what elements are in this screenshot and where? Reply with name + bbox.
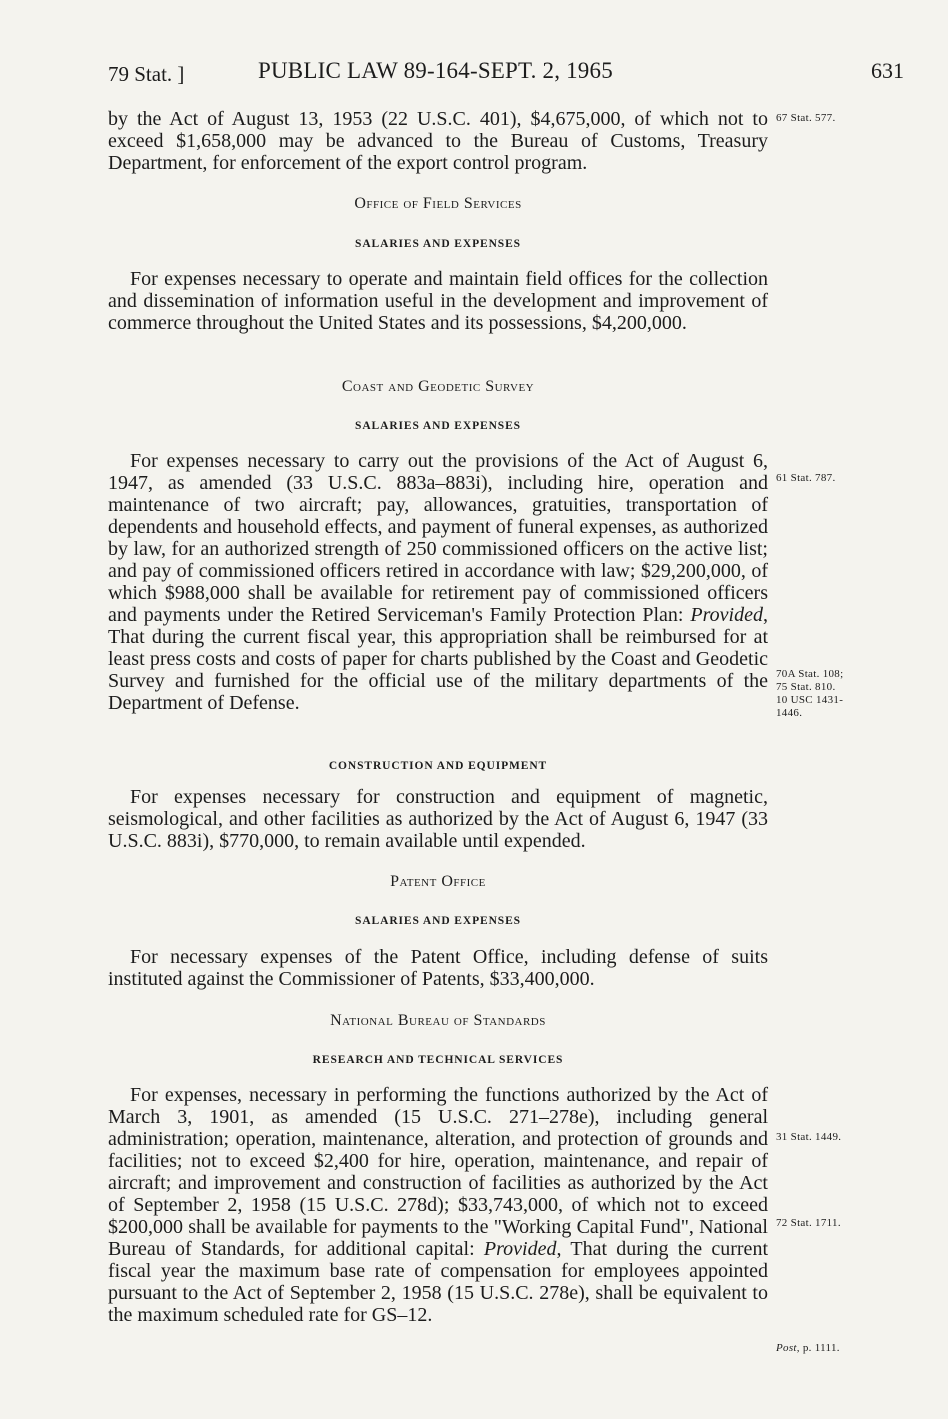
margin-note-post [776,1342,906,1355]
heading-patent-office: Patent Office [390,873,486,890]
heading-office-of-field-services: Office of Field Services [354,195,522,212]
margin-note-line: 70A Stat. 108; [776,668,844,680]
paragraph-text-part: , That during the current fiscal year the maximum base rate of compensation for employees appointed pursuant to the Act of September 2, 1958 (15 U.S.C. 278e), shall be equivalent to the maximum scheduled rate for GS–12. [108,1238,768,1326]
paragraph-text: For necessary expenses of the Patent Office, including defense of suits instituted against the Commissioner of Patents, $33,400,000. [108,946,768,990]
header-stat-volume: 79 Stat. ] [108,62,185,86]
running-header [108,58,908,88]
paragraph-text-part: For expenses necessary to carry out the provisions of the Act of August 6, 1947, as amended (33 U.S.C. 883a–883i), including hire, operation and maintenance of two aircraft; pay, allowances, gratuities, transportation of dependents and household effects, and payment of funeral expenses, as authorized by law, for an authorized strength of 250 commissioned officers on the active list; and pay of commissioned officers retired in accordance with law; $29,200,000, of which $988,000 shall be available for retirement pay of commissioned officers and payments under the Retired Serviceman's Family Protection Plan: [108,450,768,626]
paragraph-text: For expenses necessary to operate and maintain field offices for the collection and dissemination of information useful in the development and improvement of commerce throughout the United States and its possessions, $4,200,000. [108,268,768,334]
header-law-title: PUBLIC LAW 89-164-SEPT. 2, 1965 [258,58,613,83]
paragraph-text: by the Act of August 13, 1953 (22 U.S.C. 401), $4,675,000, of which not to exceed $1,658,000 may be advanced to the Bureau of Customs, Treasury Department, for enforcement of the export control program. [108,108,768,174]
subheading-salaries-and-expenses: SALARIES AND EXPENSES [355,420,521,432]
subheading-construction-and-equipment: CONSTRUCTION AND EQUIPMENT [328,760,548,772]
margin-note: 31 Stat. 1449. [776,1131,842,1143]
paragraph-coast-survey-expenses [108,450,768,714]
page-number: 631 [871,58,904,83]
subheading-salaries-and-expenses: SALARIES AND EXPENSES [355,238,521,250]
margin-note-citations [776,668,906,720]
margin-note: 67 Stat. 577. [776,112,836,124]
paragraph-text-part: , That during the current fiscal year, this appropriation shall be reimbursed for at least press costs and costs of paper for charts published by the Coast and Geodetic Survey and furnished for the official use of the military departments of the Department of Defense. [108,604,768,714]
heading-national-bureau-of-standards: National Bureau of Standards [330,1012,546,1029]
margin-note-line: 75 Stat. 810. [776,681,836,693]
paragraph-export-control [108,108,768,174]
paragraph-text [108,450,768,714]
margin-note-page: p. 1111. [799,1342,840,1354]
margin-note: 61 Stat. 787. [776,472,836,484]
paragraph-text [108,1084,768,1326]
margin-note: 72 Stat. 1711. [776,1217,841,1229]
paragraph-text: For expenses necessary for construction and equipment of magnetic, seismological, and other facilities as authorized by the Act of August 6, 1947 (33 U.S.C. 883i), $770,000, to remain available until expended. [108,786,768,852]
heading-coast-and-geodetic-survey: Coast and Geodetic Survey [341,378,535,395]
post-italic: Post, [776,1342,800,1354]
margin-note-line: 10 USC 1431- [776,694,844,706]
paragraph-field-offices [108,268,768,334]
provided-italic: Provided [483,1238,557,1260]
subheading-research-and-technical-services: RESEARCH AND TECHNICAL SERVICES [312,1054,564,1066]
paragraph-patent-office [108,946,768,990]
paragraph-construction [108,786,768,852]
paragraph-bureau-of-standards [108,1084,768,1326]
margin-note-line: 1446. [776,707,803,719]
paragraph-text-part: For expenses, necessary in performing the functions authorized by the Act of March 3, 1901, as amended (15 U.S.C. 271–278e), including general administration; operation, maintenance, alteration, and protection of grounds and facilities; not to exceed $2,400 for hire, operation, maintenance, and repair of aircraft; and improvement and construction of facilities as authorized by the Act of September 2, 1958 (15 U.S.C. 278d); $33,743,000, of which not to exceed $200,000 shall be available for payments to the "Working Capital Fund", National Bureau of Standards, for additional capital: [108,1084,768,1260]
subheading-salaries-and-expenses: SALARIES AND EXPENSES [355,915,521,927]
provided-italic: Provided [690,604,763,626]
